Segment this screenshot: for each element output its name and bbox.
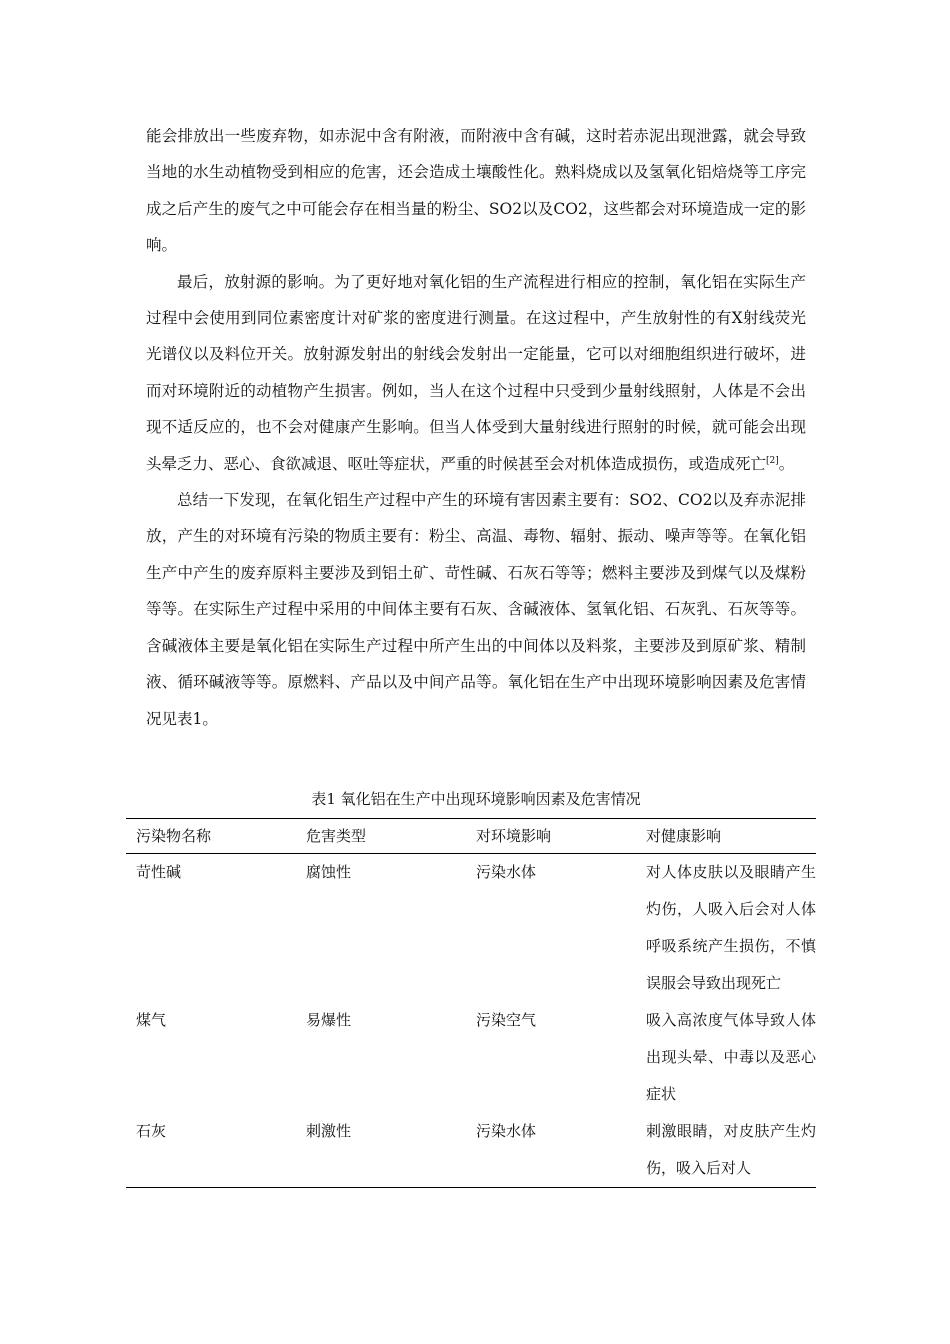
cell-health-impact: 刺激眼睛，对皮肤产生灼伤，吸入后对人	[636, 1113, 816, 1188]
cell-pollutant: 苛性碱	[136, 863, 182, 881]
table-row	[126, 1002, 816, 1113]
table-header-row	[126, 819, 816, 854]
table-caption: 表1 氧化铝在生产中出现环境影响因素及危害情况	[311, 790, 641, 808]
paragraph-continued: 能会排放出一些废弃物，如赤泥中含有附液，而附液中含有碱，这时若赤泥出现泄露，就会导致当地的水生动植物受到相应的危害，还会造成土壤酸性化。熟料烧成以及氢氧化铝焙烧等工序完成之后产生的废气之中可能会存在相当量的粉尘、SO2以及CO2，这些都会对环境造成一定的影响。	[146, 127, 806, 255]
document-body	[146, 118, 806, 737]
cell-hazard-type: 易爆性	[306, 1011, 352, 1029]
paragraph-radiation-source	[146, 264, 806, 482]
cell-pollutant: 煤气	[136, 1011, 167, 1029]
paragraph-radiation-tail: 。	[778, 454, 795, 473]
cell-hazard-type: 腐蚀性	[306, 863, 352, 881]
cell-environment-impact: 污染空气	[476, 1011, 537, 1029]
header-environment-impact: 对环境影响	[466, 819, 636, 854]
cell-pollutant: 石灰	[126, 1113, 296, 1188]
cell-health-impact: 吸入高浓度气体导致人体出现头晕、中毒以及恶心症状	[646, 1011, 816, 1103]
header-pollutant: 污染物名称	[126, 819, 296, 854]
header-health-impact: 对健康影响	[636, 819, 816, 854]
paragraph-summary: 总结一下发现，在氧化铝生产过程中产生的环境有害因素主要有：SO2、CO2以及弃赤泥排放，产生的对环境有污染的物质主要有：粉尘、高温、毒物、辐射、振动、噪声等等。在氧化铝生产中产生的废弃原料主要涉及到铝土矿、苛性碱、石灰石等等；燃料主要涉及到煤气以及煤粉等等。在实际生产过程中采用的中间体主要有石灰、含碱液体、氢氧化铝、石灰乳、石灰等等。含碱液体主要是氧化铝在实际生产过程中所产生出的中间体以及料浆，主要涉及到原矿浆、精制液、循环碱液等等。原燃料、产品以及中间产品等。氧化铝在生产中出现环境影响因素及危害情况见表1。	[146, 491, 806, 728]
table-row	[126, 854, 816, 1003]
cell-health-impact: 对人体皮肤以及眼睛产生灼伤，人吸入后会对人体呼吸系统产生损伤，不慎误服会导致出现死亡	[646, 863, 816, 992]
header-hazard-type: 危害类型	[296, 819, 466, 854]
table-row	[126, 1113, 816, 1188]
paragraph-radiation-text: 最后，放射源的影响。为了更好地对氧化铝的生产流程进行相应的控制，氧化铝在实际生产过程中会使用到同位素密度计对矿浆的密度进行测量。在这过程中，产生放射性的有X射线荧光光谱仪以及料位开关。放射源发射出的射线会发射出一定能量，它可以对细胞组织进行破坏，进而对环境附近的动植物产生损害。例如，当人在这个过程中只受到少量射线照射，人体是不会出现不适反应的，也不会对健康产生影响。但当人体受到大量射线进行照射的时候，就可能会出现头晕乏力、恶心、食欲减退、呕吐等症状，严重的时候甚至会对机体造成损伤，或造成死亡	[146, 272, 806, 473]
citation-ref[interactable]: [2]	[766, 455, 779, 466]
hazard-table	[126, 818, 816, 1188]
cell-environment-impact: 污染水体	[476, 863, 537, 881]
cell-environment-impact: 污染水体	[466, 1113, 636, 1188]
cell-hazard-type: 刺激性	[296, 1113, 466, 1188]
